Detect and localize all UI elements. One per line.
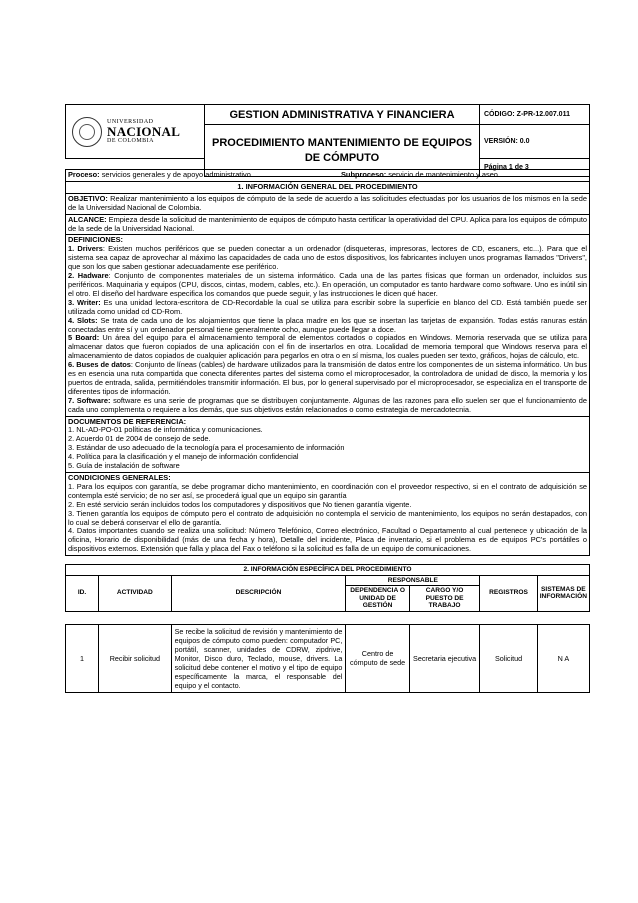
- condition-item: 2. En esté servicio serán incluidos todos los computadores y dispositivos que No tienen garantía vigente.: [68, 499, 412, 509]
- col-header-descripcion: DESCRIPCIÓN: [171, 575, 346, 611]
- activity-name: Recibir solicitud: [99, 624, 172, 692]
- definition-text: Es una unidad lectora-escritora de CD-Recordable la cual se utiliza para escribir sobre la superficie en blanco del CD. Está también puede ser utilizada como unidad cd CD-Rom.: [68, 297, 587, 316]
- condition-item: 4. Datos importantes cuando se realiza una solicitud: Número Telefónico, Correo electrónico, Facultad o Departamento al cual pertenece y ubicación de la oficina, Horario de disponibilidad (más de una fecha y hora), Detalle del incidente, Placa de inventario, si el problema es de equipos PC's portátiles o dispositivos externos. Extensión que falla y placa del Fax o teléfono si la solicitud es falla de un equipo de comunicaciones.: [68, 526, 587, 554]
- definition-term: 5 Board:: [68, 333, 100, 343]
- definition-item: [68, 317, 587, 335]
- proceso-value: servicios generales y de apoyo administrativo: [99, 170, 251, 179]
- objetivo-cell: [66, 193, 590, 214]
- logo-line-3: DE COLOMBIA: [107, 138, 154, 144]
- definition-text: : Existen muchos periféricos que se pueden conectar a un ordenador (disqueteras, impresoras, lectores de CD, escaners, etc...). Para que el sistema sea capaz de aprovechar al máximo las capacidades de cada uno de estos dispositivos, los fabricantes incluyen unos programas llamados "Drivers", que son los que saben gestionar adecuadamente ese periférico.: [68, 244, 587, 272]
- definition-text: : Conjunto de componentes materiales de un sistema informático. Cada una de las partes físicas que forman un ordenador, incluidos sus periféricos. Maquinaria y equipos (CPU, discos, cintas, modem, cables, etc.). En operación, un computador es tanto hardware como software. Uno es inútil sin el otro. El diseño del hardware especifica los comandos que puede seguir, y las instrucciones le dicen qué hacer.: [68, 271, 587, 298]
- definition-term: 2. Hadware: [68, 271, 109, 281]
- area-title: GESTION ADMINISTRATIVA Y FINANCIERA: [205, 105, 480, 125]
- definition-term: 4. Slots:: [68, 315, 98, 325]
- activities-table: [65, 564, 590, 693]
- definition-term: 6. Buses de datos: [68, 360, 131, 370]
- proceso-label: Proceso:: [68, 170, 100, 179]
- col-header-id: ID.: [66, 575, 99, 611]
- condition-item: 1. Para los equipos con garantía, se debe programar dicho mantenimiento, en coordinación con el proveedor respectivo, si en el contrato de adquisición se contempla esté servicio; de no ser así, se procederá igual que un equipo sin garantía: [68, 481, 587, 500]
- reference-item: 5. Guía de instalación de software: [68, 461, 180, 471]
- condition-item: 3. Tienen garantía los equipos de cómputo pero el contrato de adquisición no contempla el servicio de mantenimiento, los equipos no serán destapados, con lo cual se deberá conservar el ello de garantía.: [68, 508, 587, 527]
- definition-text: Se trata de cada uno de los alojamientos que tiene la placa madre en los que se insertan las tarjetas de expansión. Todas estás ranuras están conectadas entre sí y un ordenador personal tiene generalmente ocho, aunque puede llegar a doce.: [68, 315, 587, 334]
- col-header-responsable: RESPONSABLE: [346, 575, 480, 586]
- reference-item: 1. NL-AD-PO-01 políticas de informática y comunicaciones.: [68, 425, 263, 435]
- section-1-title: 1. INFORMACIÓN GENERAL DEL PROCEDIMIENTO: [66, 181, 590, 193]
- definition-item: [68, 397, 587, 415]
- condiciones-cell: [66, 473, 590, 556]
- objetivo-label: OBJETIVO:: [68, 193, 108, 203]
- documentos-cell: [66, 416, 590, 472]
- reference-item: 2. Acuerdo 01 de 2004 de consejo de sede.: [68, 434, 211, 444]
- col-header-sistemas: SISTEMAS DE INFORMACIÓN: [537, 575, 589, 611]
- activity-registros: Solicitud: [480, 624, 537, 692]
- table-row: [66, 624, 590, 692]
- definition-item: [68, 299, 587, 317]
- alcance-label: ALCANCE:: [68, 214, 107, 224]
- alcance-cell: [66, 214, 590, 235]
- definition-text: Un área del equipo para el almacenamiento temporal de elementos cortados o copiados en Windows. Memoria reservada que se utiliza para almacenar datos que fueron copiados de una aplicación con el fin de insertarlos en otra. Localidad de memoria temporal que Windows reserva para el almacenamiento de datos copiados de cualquier aplicación para pegarlos en otra o en sí misma, los cuales pueden ser texto, gráficos, hojas de cálculo, etc.: [68, 333, 587, 361]
- definition-text: : Conjunto de líneas (cables) de hardware utilizados para la transmisión de datos entre los componentes de un sistema informático. Un bus es en esencia una ruta compartida que conecta diferentes partes del sistema como el microprocesador, la controladora de unidad de disco, la memoria y los puertos de entrada, salida, permitiéndoles transmitir información. El bus, por lo general supervisado por el microprocesador, se especializa en el transporte de diferentes tipos de información.: [68, 360, 588, 396]
- reference-item: 4. Política para la clasificación y el manejo de información confidencial: [68, 452, 299, 462]
- page-number: Página 1 de 3: [480, 159, 590, 177]
- process-row: [66, 170, 590, 182]
- objetivo-text: Realizar mantenimiento a los equipos de cómputo de la sede de acuerdo a las solicitudes efectuadas por los usuarios de los mismos en la sede de la Universidad Nacional de Colombia.: [68, 193, 587, 212]
- logo-line-2: NACIONAL: [107, 124, 181, 139]
- col-header-cargo: CARGO Y/O PUESTO DE TRABAJO: [409, 586, 480, 612]
- condiciones-title: CONDICIONES GENERALES:: [68, 473, 171, 482]
- logo-cell: [66, 105, 205, 159]
- definition-item: [68, 334, 587, 361]
- documentos-title: DOCUMENTOS DE REFERENCIA:: [68, 416, 187, 426]
- document-code: CÓDIGO: Z-PR-12.007.011: [480, 105, 590, 125]
- activity-sistemas: N A: [537, 624, 589, 692]
- definiciones-cell: [66, 235, 590, 416]
- document-header: [65, 104, 590, 177]
- table-spacer: [66, 611, 590, 624]
- reference-item: 3. Estándar de uso adecuado de la tecnología para el procesamiento de información: [68, 443, 345, 453]
- alcance-text: Empieza desde la solicitud de mantenimiento de equipos de cómputo hasta certificar la operatividad del CPU. Aplica para los equipos de cómputo de la sede de la Universidad Nacional.: [68, 214, 587, 233]
- procedure-title: PROCEDIMIENTO MANTENIMIENTO DE EQUIPOS DE CÓMPUTO: [205, 125, 480, 177]
- activity-id: 1: [66, 624, 99, 692]
- university-seal-icon: [72, 117, 102, 147]
- document-version: VERSIÓN: 0.0: [480, 125, 590, 159]
- subproceso-value: servicio de mantenimiento y aseo: [386, 170, 498, 179]
- definition-term: 3. Writer:: [68, 297, 101, 307]
- activity-dependencia: Centro de cómputo de sede: [346, 624, 410, 692]
- activity-cargo: Secretaria ejecutiva: [409, 624, 480, 692]
- section-2-title: 2. INFORMACIÓN ESPECÍFICA DEL PROCEDIMIENTO: [66, 565, 590, 576]
- subproceso-label: Subproceso:: [341, 170, 387, 179]
- general-info-table: [65, 169, 590, 556]
- activity-description: Se recibe la solicitud de revisión y mantenimiento de equipos de cómputo como pueden: computador PC, portátil, scanner, unidades de CDRW, zipdrive, Monitor, Disco duro, Teclado, mouse, drivers. La solicitud debe contener el motivo y el tipo de equipo específicamente la marca, el responsable del equipo y el contacto.: [171, 624, 346, 692]
- definition-term: 1. Drivers: [68, 244, 103, 254]
- definition-item: [68, 272, 587, 299]
- col-header-dependencia: DEPENDENCIA O UNIDAD DE GESTIÓN: [346, 586, 410, 612]
- definiciones-title: DEFINICIONES:: [68, 235, 124, 245]
- definition-text: software es una serie de programas que se distribuyen conjuntamente. Algunas de las razones para ello suelen ser que el funcionamiento de cada uno complementa o requiere a los demás, que sus objetivos están relacionados o como estrategia de mercadotecnia.: [68, 395, 587, 414]
- university-logo: [72, 117, 204, 147]
- col-header-registros: REGISTROS: [480, 575, 537, 611]
- logo-line-1: UNIVERSIDAD: [107, 119, 154, 125]
- definition-item: [68, 245, 587, 272]
- definition-item: [68, 361, 587, 397]
- col-header-actividad: ACTIVIDAD: [99, 575, 172, 611]
- definition-term: 7. Software:: [68, 395, 111, 405]
